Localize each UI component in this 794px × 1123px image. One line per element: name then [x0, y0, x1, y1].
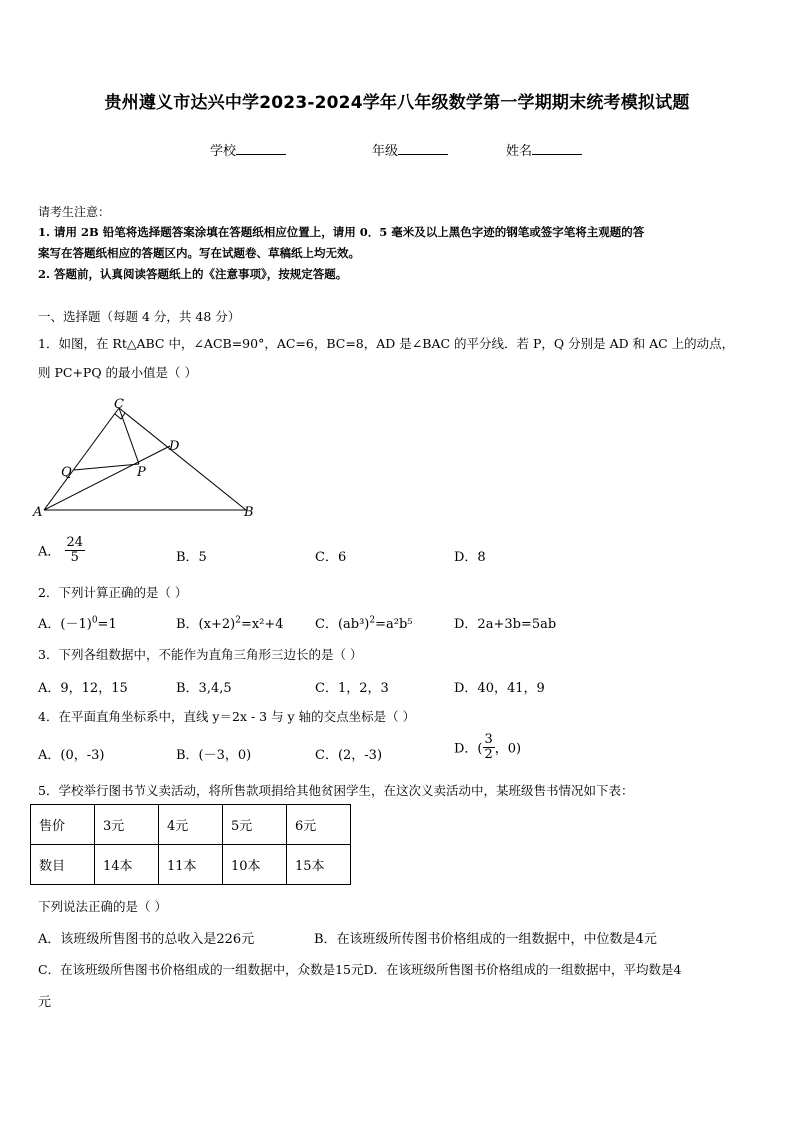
q3-option-c: C．1，2，3 — [315, 681, 389, 696]
q1-option-a: A． $\frac{24}{5}$ — [38, 535, 84, 565]
q4-option-a: A．(0，-3) — [38, 748, 105, 763]
school-label: 学校 — [210, 144, 237, 159]
table-row — [31, 845, 351, 885]
notice-item2: 2. 答题前，认真阅读答题纸上的《注意事项》，按规定答题。 — [38, 267, 348, 281]
school-blank — [236, 142, 286, 155]
label-c: C — [114, 397, 124, 412]
name-label: 姓名 — [506, 144, 533, 159]
q1-option-a-fraction: $\frac{24}{5}$ — [66, 535, 84, 565]
notice-item1-line1: 1. 请用 2B 铅笔将选择题答案涂填在答题纸相应位置上，请用 0．5 毫米及以上黑色字迹的钢笔或签字笔将主观题的答 — [38, 225, 645, 239]
q1-option-b: B．5 — [176, 550, 207, 565]
table-cell: 11本 — [159, 845, 223, 885]
q2-stem: 2．下列计算正确的是（ ） — [38, 585, 188, 600]
table-cell: 3元 — [95, 805, 159, 845]
table-cell: 14本 — [95, 845, 159, 885]
q1-option-d: D．8 — [454, 550, 486, 565]
grade-field — [372, 140, 448, 159]
right-angle-mark — [115, 413, 125, 419]
section-heading: 一、选择题（每题 4 分，共 48 分） — [38, 309, 241, 324]
q5-option-cd-line2: 元 — [38, 995, 52, 1010]
q5-option-a: A．该班级所售图书的总收入是226元 — [38, 932, 255, 947]
label-a: A — [33, 505, 43, 520]
exam-title: 贵州遵义市达兴中学2023-2024学年八年级数学第一学期期末统考模拟试题 — [104, 93, 690, 113]
q5-option-cd-line1: C．在该班级所售图书价格组成的一组数据中，众数是15元D．在该班级所售图书价格组成的一组数据中，平均数是4 — [38, 962, 682, 977]
table-cell: 数目 — [31, 845, 95, 885]
label-d: D — [169, 439, 180, 454]
q5-stem: 5．学校举行图书节义卖活动，将所售款项捐给其他贫困学生，在这次义卖活动中，某班级售书情况如下表： — [38, 783, 634, 798]
name-field — [506, 140, 582, 159]
q1-stem-line1: 1．如图，在 Rt△ABC 中，∠ACB=90°，AC=6，BC=8，AD 是∠BAC 的平分线．若 P，Q 分别是 AD 和 AC 上的动点， — [38, 336, 735, 351]
table-row — [31, 805, 351, 845]
q3-option-b: B．3,4,5 — [176, 681, 232, 696]
q5-option-b: B．在该班级所传图书价格组成的一组数据中，中位数是4元 — [314, 932, 657, 947]
q2-option-c: C．$(ab^3)^2=a^2b^5$ — [315, 615, 413, 632]
q2-option-d: D．2a+3b=5ab — [454, 617, 557, 632]
q3-option-d: D．40，41，9 — [454, 681, 545, 696]
table-cell: 4元 — [159, 805, 223, 845]
q3-stem: 3．下列各组数据中，不能作为直角三角形三边长的是（ ） — [38, 647, 363, 662]
label-b: B — [244, 505, 254, 520]
table-cell: 5元 — [223, 805, 287, 845]
label-p: P — [137, 465, 146, 480]
table-cell: 售价 — [31, 805, 95, 845]
q4-option-d: D．( $\frac{3}{2}$ ，0) — [454, 732, 522, 762]
notice-heading: 请考生注意： — [38, 205, 111, 219]
table-cell: 15本 — [287, 845, 351, 885]
school-field — [210, 140, 286, 159]
name-blank — [532, 142, 582, 155]
q3-option-a: A．9，12，15 — [38, 681, 128, 696]
side-cb — [119, 408, 246, 510]
notice-item1-line2: 案写在答题纸相应的答题区内。写在试题卷、草稿纸上均无效。 — [38, 246, 360, 260]
triangle-figure — [30, 395, 270, 525]
table-cell: 6元 — [287, 805, 351, 845]
table-cell: 10本 — [223, 845, 287, 885]
label-q: Q — [61, 465, 72, 480]
q4-stem: 4．在平面直角坐标系中，直线 y＝2x - 3 与 y 轴的交点坐标是（ ） — [38, 709, 416, 724]
q2-option-a: A．$(-1)^0=1$ — [38, 615, 117, 632]
q4-option-d-fraction: $\frac{3}{2}$ — [484, 732, 493, 762]
q5-ask: 下列说法正确的是（ ） — [38, 899, 167, 914]
grade-label: 年级 — [372, 144, 399, 159]
q2-option-b: B．$(x+2)^2=x^2+4$ — [176, 615, 284, 632]
q1-stem-line2: 则 PC+PQ 的最小值是（ ） — [38, 365, 198, 380]
grade-blank — [398, 142, 448, 155]
q4-option-b: B．(－3，0) — [176, 748, 252, 763]
q4-option-c: C．(2，-3) — [315, 748, 383, 763]
side-ac — [44, 408, 119, 510]
q1-option-c: C．6 — [315, 550, 347, 565]
sales-table — [30, 804, 351, 885]
